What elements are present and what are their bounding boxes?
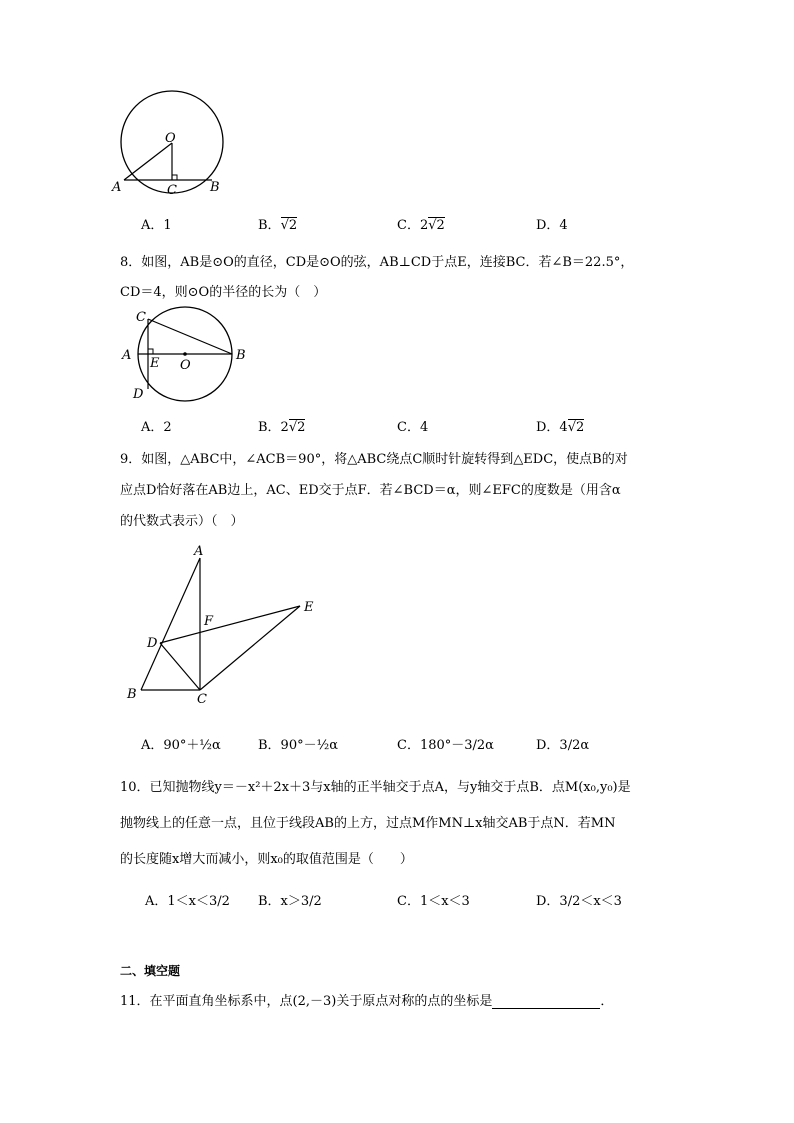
q8-figure: [115, 305, 255, 405]
q7-option-a: A．1: [141, 218, 172, 233]
q7-right-angle-mark: [172, 175, 177, 180]
q9-stem-line3: 的代数式表示）（ ）: [120, 514, 244, 529]
q10-option-d: D．3/2＜x＜3: [536, 894, 622, 909]
q10-stem-line3: 的长度随x增大而减小，则x₀的取值范围是（ ）: [120, 852, 413, 867]
q10-stem-line1: 10．已知抛物线y＝－x²＋2x＋3与x轴的正半轴交于点A，与y轴交于点B．点M(x₀,y₀)是: [120, 780, 631, 795]
q7-label-c: C: [167, 183, 177, 198]
q9-option-b: B．90°－½α: [258, 738, 338, 753]
q7-option-c: C．2√2: [397, 218, 445, 233]
q11-end: ．: [600, 994, 614, 1009]
q10-stem-line2: 抛物线上的任意一点，且位于线段AB的上方，过点M作MN⊥x轴交AB于点N．若MN: [120, 816, 616, 831]
q7-label-o: O: [165, 131, 176, 146]
q8-option-a: A．2: [141, 420, 172, 435]
q11-answer-blank[interactable]: [492, 995, 600, 1009]
q9-label-b: B: [127, 687, 137, 702]
q9-label-e: E: [304, 600, 314, 615]
q7-figure: [110, 90, 240, 200]
q11-stem: [120, 990, 613, 1009]
q7-label-a: A: [112, 180, 122, 195]
q10-option-a: A．1＜x＜3/2: [145, 894, 230, 909]
q8-option-b: B．2√2: [258, 420, 306, 435]
q9-option-c: C．180°－3/2α: [397, 738, 494, 753]
q9-figure: [120, 540, 330, 710]
q9-stem-line2: 应点D恰好落在AB边上，AC、ED交于点F．若∠BCD＝α，则∠EFC的度数是（用含α: [120, 483, 621, 498]
q9-option-d: D．3/2α: [536, 738, 590, 753]
q9-label-f: F: [204, 614, 214, 629]
q9-label-d: D: [147, 636, 158, 651]
q8-center-dot: [183, 352, 187, 356]
q8-label-c: C: [136, 310, 146, 325]
q9-side-dc: [160, 643, 200, 690]
q10-option-b: B．x＞3/2: [258, 894, 322, 909]
q8-label-b: B: [236, 348, 246, 363]
q9-label-a: A: [194, 544, 204, 559]
q9-side-ab: [141, 558, 200, 690]
q8-option-d: D．4√2: [536, 420, 585, 435]
q8-label-o: O: [180, 358, 191, 373]
q11-text: 11．在平面直角坐标系中，点(2,－3)关于原点对称的点的坐标是: [120, 994, 493, 1009]
section2-title: 二、填空题: [120, 964, 181, 978]
q8-stem-line1: 8．如图，AB是⊙O的直径，CD是⊙O的弦，AB⊥CD于点E，连接BC．若∠B＝22.5°，: [120, 255, 634, 270]
q7-option-d: D．4: [536, 218, 568, 233]
q7-option-b: B．√2: [258, 218, 298, 233]
q7-option-b-sqrt: √2: [280, 218, 298, 233]
q9-stem-line1: 9．如图，△ABC中，∠ACB＝90°，将△ABC绕点C顺时针旋转得到△EDC，使点B的对: [120, 452, 628, 467]
q7-radius-oa: [124, 143, 172, 180]
q8-label-d: D: [133, 387, 144, 402]
q8-label-e: E: [150, 356, 160, 371]
q8-stem-line2: CD＝4，则⊙O的半径的长为（ ）: [120, 285, 327, 300]
q7-label-b: B: [210, 180, 220, 195]
q8-segment-bc: [148, 319, 232, 354]
q8-right-angle-mark: [148, 349, 153, 354]
q9-option-a: A．90°＋½α: [141, 738, 221, 753]
q9-label-c: C: [197, 692, 207, 707]
q9-side-de: [160, 606, 300, 643]
q10-option-c: C．1＜x＜3: [397, 894, 470, 909]
q8-label-a: A: [122, 348, 132, 363]
q8-option-c: C．4: [397, 420, 429, 435]
